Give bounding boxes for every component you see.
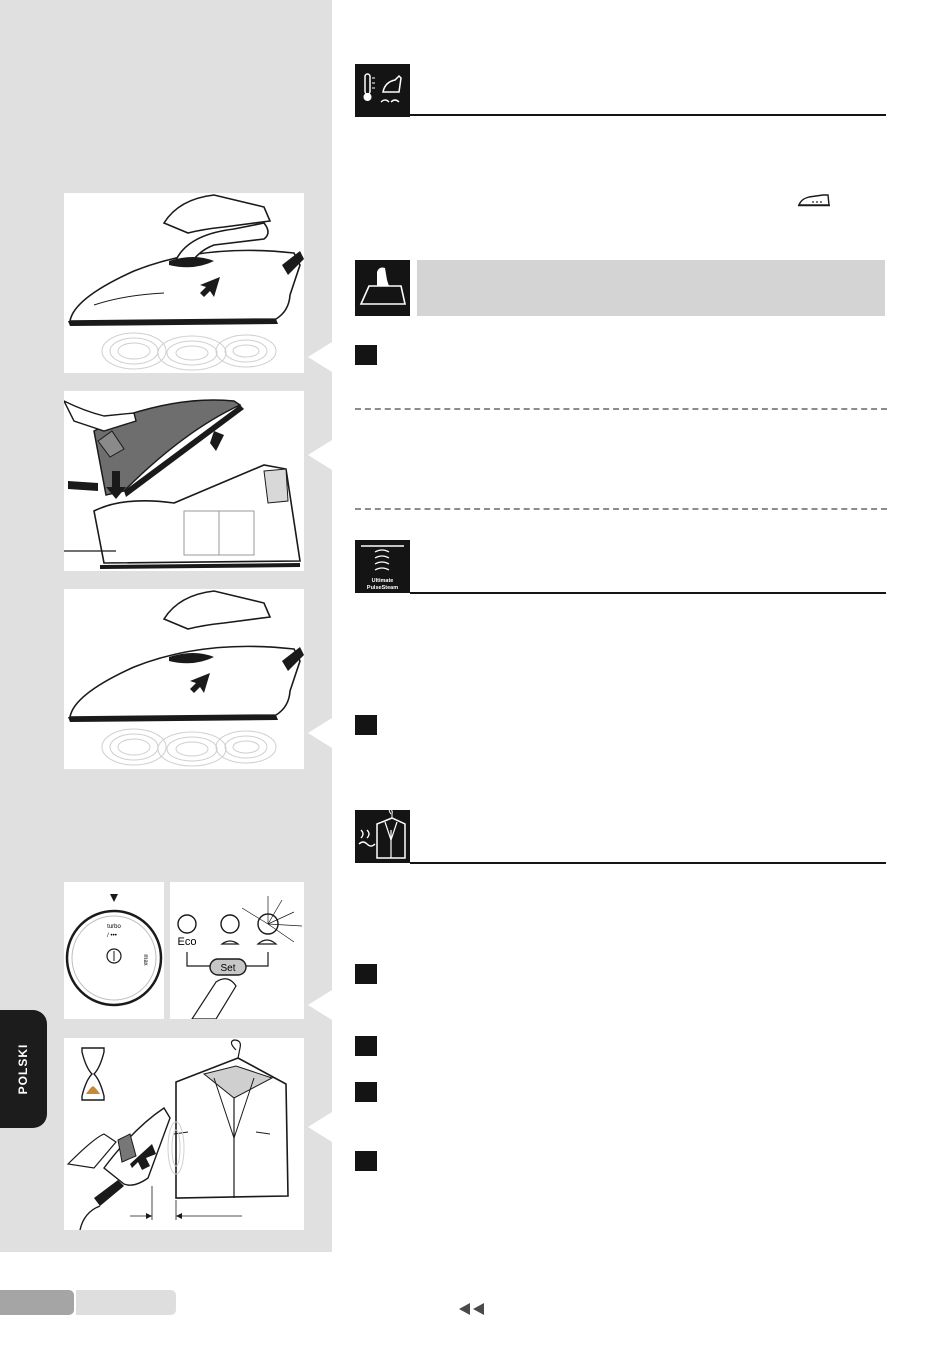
step-marker (355, 715, 377, 735)
section-rule (410, 114, 886, 116)
panel-pointer (308, 1112, 332, 1142)
step-marker (355, 1036, 377, 1056)
step-marker (355, 1151, 377, 1171)
dial-mark-turbo: turbo (107, 924, 121, 930)
illustration-steam-buttons (170, 882, 304, 1019)
panel-pointer (308, 440, 332, 470)
panel-pointer (308, 342, 332, 372)
dial-mark-max: max (142, 954, 148, 966)
dashed-divider (355, 408, 887, 410)
illustration-iron-on-station (64, 391, 304, 571)
panel-pointer (308, 718, 332, 748)
illustration-temperature-dial (64, 882, 164, 1019)
step-marker (355, 964, 377, 984)
dashed-divider (355, 508, 887, 510)
iron-steam-shot-icon (355, 260, 410, 316)
sidebar (0, 0, 332, 1252)
eco-button-label: Eco (177, 936, 197, 948)
dial-mark-dots: / ••• (107, 933, 117, 939)
double-triangle-left-icon[interactable] (459, 1302, 487, 1316)
illustration-iron-steam-button (64, 193, 304, 373)
language-tab-label: POLSKI (16, 1043, 30, 1095)
panel-pointer (308, 990, 332, 1020)
ultimate-pulsesteam-icon (355, 540, 410, 593)
iron-soleplate-icon (797, 193, 831, 207)
footer-page-tab (76, 1290, 176, 1315)
pulse-icon-caption-1: Ultimate (371, 578, 394, 584)
footer-page-tab-active (0, 1290, 74, 1315)
set-button-label: Set (220, 963, 236, 974)
thermometer-iron-steam-icon (355, 64, 410, 117)
section-rule (410, 862, 886, 864)
section-rule (410, 592, 886, 594)
vertical-steam-jacket-icon (355, 810, 410, 863)
illustration-vertical-steaming (64, 1038, 304, 1230)
section-header-band (417, 260, 885, 316)
pulse-icon-caption-2: PulseSteam (366, 585, 399, 591)
illustration-iron-steam-shot (64, 589, 304, 769)
step-marker (355, 345, 377, 365)
language-tab[interactable] (0, 1010, 47, 1128)
step-marker (355, 1082, 377, 1102)
